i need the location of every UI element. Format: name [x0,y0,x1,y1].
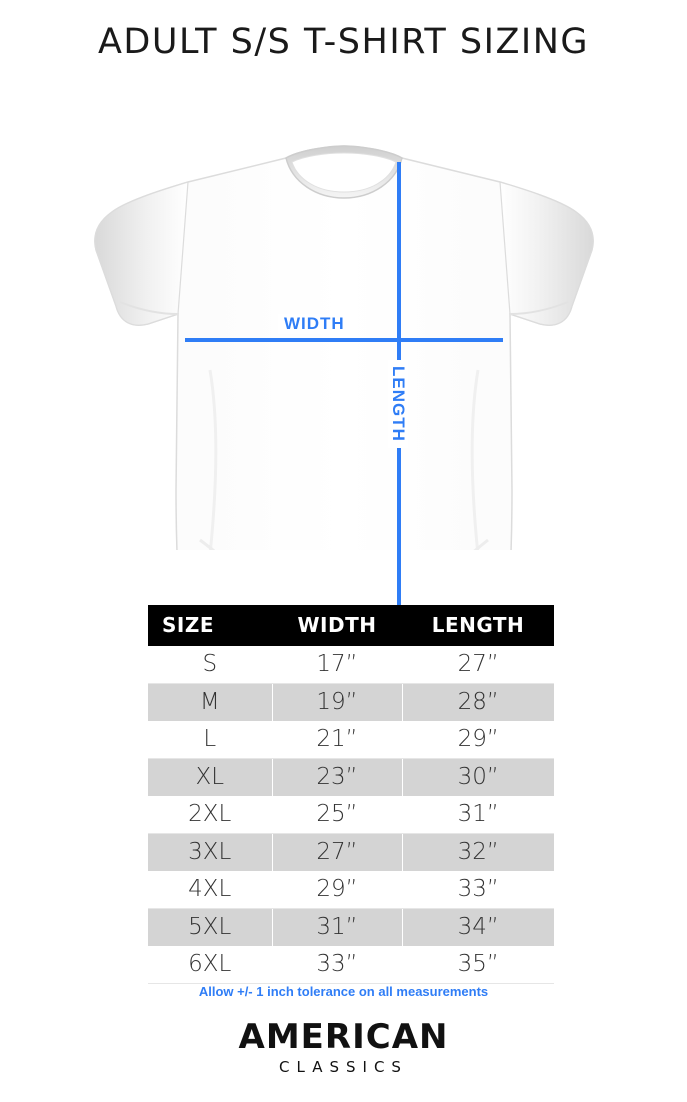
brand-name: AMERICAN [238,1017,449,1057]
cell-size: XL [148,759,272,797]
tshirt-illustration [0,70,687,550]
cell-width: 25” [272,796,402,834]
cell-length: 34” [402,909,554,947]
table-row [148,946,554,984]
cell-width: 21” [272,721,402,759]
size-table [148,605,554,984]
page-title: ADULT S/S T-SHIRT SIZING [97,22,590,62]
table-row [148,684,554,722]
size-chart [148,605,540,984]
width-label: WIDTH [278,314,351,334]
cell-width: 27” [272,834,402,872]
tolerance-note: Allow +/- 1 inch tolerance on all measurements [198,984,489,999]
table-row [148,759,554,797]
cell-size: 2XL [148,796,272,834]
width-measure-line [185,338,503,342]
header-width: WIDTH [272,605,402,646]
cell-width: 33” [272,946,402,984]
table-header-row [148,605,554,646]
cell-size: 3XL [148,834,272,872]
brand-subtitle: CLASSICS [279,1058,408,1076]
table-row [148,646,554,684]
cell-length: 28” [402,684,554,722]
cell-length: 29” [402,721,554,759]
header-length: LENGTH [402,605,554,646]
cell-size: L [148,721,272,759]
table-row [148,721,554,759]
cell-size: S [148,646,272,684]
cell-size: 6XL [148,946,272,984]
cell-length: 33” [402,871,554,909]
length-label: LENGTH [388,360,408,448]
cell-width: 17” [272,646,402,684]
cell-length: 35” [402,946,554,984]
table-row [148,796,554,834]
cell-size: 4XL [148,871,272,909]
cell-length: 32” [402,834,554,872]
cell-width: 31” [272,909,402,947]
cell-width: 23” [272,759,402,797]
table-row [148,909,554,947]
cell-length: 27” [402,646,554,684]
table-row [148,834,554,872]
cell-size: M [148,684,272,722]
tshirt-diagram [0,70,687,550]
cell-width: 19” [272,684,402,722]
cell-length: 30” [402,759,554,797]
table-row [148,871,554,909]
header-size: SIZE [148,605,272,646]
cell-size: 5XL [148,909,272,947]
cell-length: 31” [402,796,554,834]
cell-width: 29” [272,871,402,909]
